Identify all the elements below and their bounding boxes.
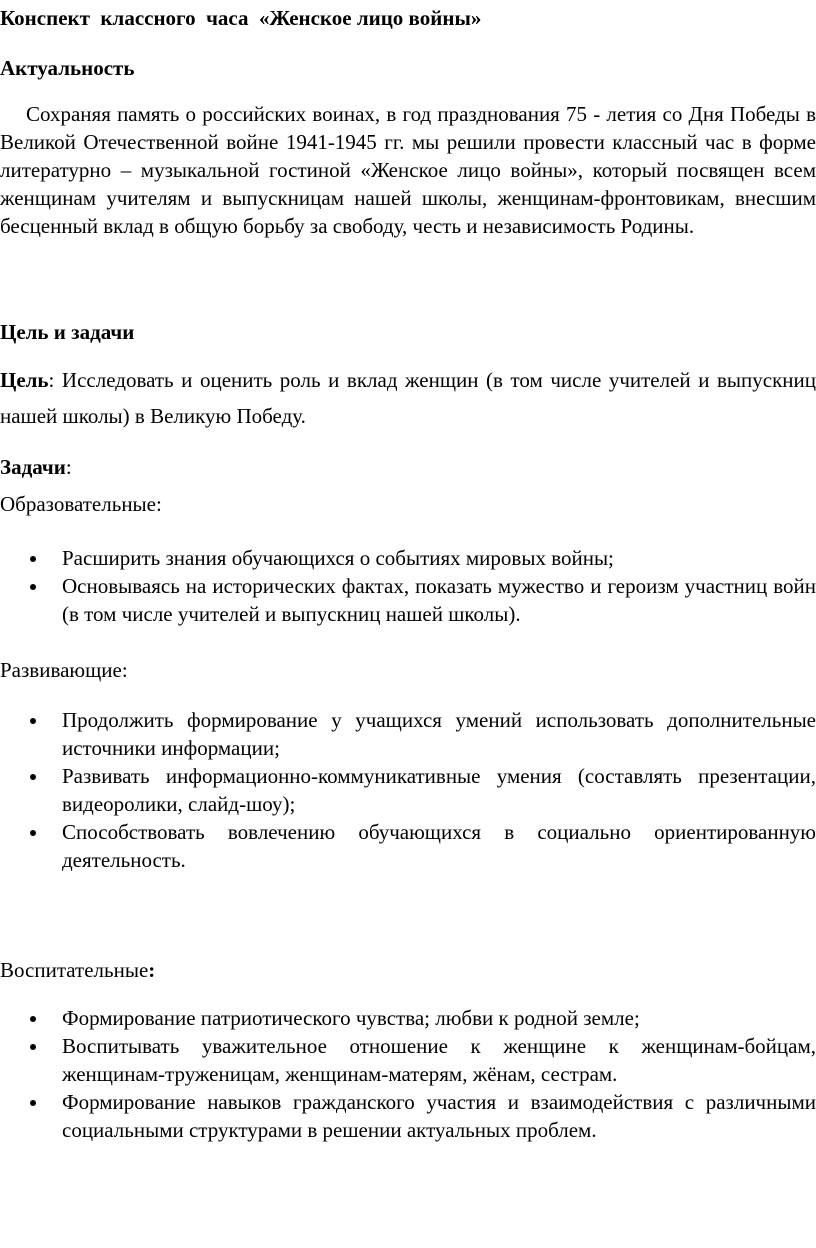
list-item [0, 572, 816, 628]
educational-list [0, 544, 816, 628]
upbringing-label: Воспитательные [0, 958, 149, 982]
upbringing-label-line [0, 956, 816, 984]
goals-heading: Цель и задачи [0, 320, 135, 344]
bullet-icon [30, 556, 36, 562]
list-item [0, 544, 816, 572]
bullet-icon [30, 830, 36, 836]
bullet-icon [30, 774, 36, 780]
educational-label: Образовательные: [0, 492, 162, 516]
list-item-text: Развивать информационно-коммуникативные умения (составлять презентации, видеоролики, слайд-шоу); [62, 764, 816, 816]
goal-paragraph [0, 362, 816, 434]
developing-label: Развивающие: [0, 658, 128, 682]
list-item [0, 818, 816, 874]
upbringing-colon: : [148, 958, 156, 982]
list-item [0, 1004, 816, 1032]
list-item [0, 706, 816, 762]
list-item-text: Формирование навыков гражданского участия и взаимодействия с различными социальными структурами в решении актуальных проблем. [62, 1090, 816, 1142]
tasks-colon: : [65, 455, 72, 479]
goal-text: : Исследовать и оценить роль и вклад женщин (в том числе учителей и выпускниц нашей школы) в Великую Победу. [0, 368, 816, 428]
document-title: Конспект классного часа «Женское лицо войны» [0, 6, 482, 30]
list-item-text: Продолжить формирование у учащихся умений использовать дополнительные источники информации; [62, 708, 816, 760]
list-item-text: Расширить знания обучающихся о событиях мировых войны; [62, 546, 614, 570]
bullet-icon [30, 1044, 36, 1050]
list-item-text: Способствовать вовлечению обучающихся в социально ориентированную деятельность. [62, 820, 816, 872]
developing-list [0, 706, 816, 874]
upbringing-list [0, 1004, 816, 1144]
bullet-icon [30, 718, 36, 724]
list-item [0, 1032, 816, 1088]
relevance-heading: Актуальность [0, 56, 135, 80]
list-item-text: Основываясь на исторических фактах, показать мужество и героизм участниц войн (в том числе учителей и выпускниц нашей школы). [62, 574, 816, 626]
tasks-label-line [0, 453, 816, 481]
goal-label: Цель [0, 368, 49, 392]
bullet-icon [30, 584, 36, 590]
bullet-icon [30, 1100, 36, 1106]
list-item-text: Формирование патриотического чувства; любви к родной земле; [62, 1006, 640, 1030]
bullet-icon [30, 1016, 36, 1022]
list-item [0, 762, 816, 818]
list-item-text: Воспитывать уважительное отношение к женщине к женщинам-бойцам, женщинам-труженицам, женщинам-матерям, жёнам, сестрам. [62, 1034, 816, 1086]
tasks-label: Задачи [0, 455, 66, 479]
relevance-paragraph: Сохраняя память о российских воинах, в год празднования 75 - летия со Дня Победы в Великой Отечественной войне 1941-1945 гг. мы решили провести классный час в форме литературно – музыкальной гостиной «Женское лицо войны», который посвящен всем женщинам учителям и выпускницам нашей школы, женщинам-фронтовикам, внесшим бесценный вклад в общую борьбу за свободу, честь и независимость Родины. [0, 102, 816, 238]
list-item [0, 1088, 816, 1144]
